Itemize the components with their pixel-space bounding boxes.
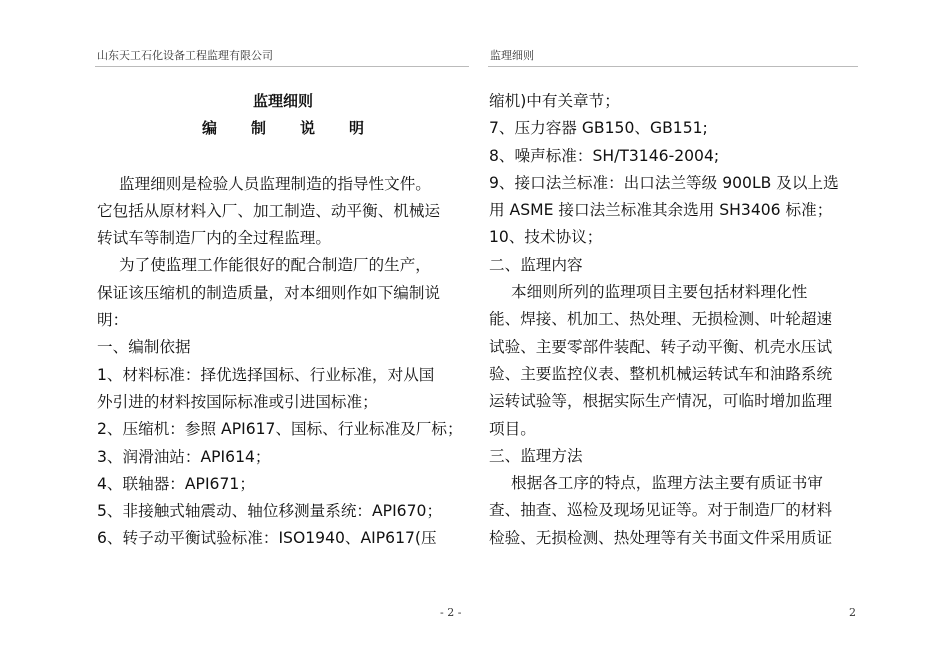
- page-number-centered: - 2 -: [440, 606, 462, 619]
- paragraph-line: 转试车等制造厂内的全过程监理。: [97, 229, 331, 248]
- paragraph-line: 试验、主要零部件装配、转子动平衡、机壳水压试: [489, 337, 833, 356]
- subtitle-char: 制: [250, 119, 266, 138]
- page-subtitle: [97, 115, 469, 142]
- list-item: 9、接口法兰标准：出口法兰等级 900LB 及以上选: [489, 173, 839, 192]
- section-heading: 一、编制依据: [97, 338, 191, 357]
- list-item: 3、润滑油站：API614；: [97, 447, 271, 466]
- list-item: 5、非接触式轴震动、轴位移测量系统：API670；: [97, 502, 443, 521]
- paragraph-line: 根据各工序的特点，监理方法主要有质证书审: [511, 474, 823, 493]
- subtitle-char: 明: [349, 119, 365, 138]
- section-heading: 二、监理内容: [489, 255, 583, 274]
- left-column: [97, 88, 469, 553]
- paragraph-line: 运转试验等，根据实际生产情况，可临时增加监理: [489, 392, 833, 411]
- page-number-corner: 2: [849, 606, 856, 619]
- paragraph-line: 检验、无损检测、热处理等有关书面文件采用质证: [489, 528, 833, 547]
- header-rule-left: [95, 66, 469, 67]
- paragraph-line: 查、抽查、巡检及现场见证等。对于制造厂的材料: [489, 501, 833, 520]
- paragraph-line: 能、焊接、机加工、热处理、无损检测、叶轮超速: [489, 310, 833, 329]
- paragraph-line: 本细则所列的监理项目主要包括材料理化性: [511, 283, 808, 302]
- list-item: 8、噪声标准：SH/T3146-2004;: [489, 146, 720, 165]
- list-item: 10、技术协议；: [489, 228, 603, 247]
- subtitle-char: 编: [201, 119, 217, 138]
- header-rule-right: [488, 66, 858, 67]
- paragraph-line: 它包括从原材料入厂、加工制造、动平衡、机械运: [97, 201, 441, 220]
- list-item: 2、压缩机：参照 API617、国标、行业标准及厂标；: [97, 420, 463, 439]
- header-company-name: 山东天工石化设备工程监理有限公司: [97, 49, 273, 62]
- paragraph-line: 项目。: [489, 419, 536, 438]
- spacer: [97, 143, 469, 171]
- list-item-continuation: 用 ASME 接口法兰标准其余选用 SH3406 标准；: [489, 201, 833, 220]
- subtitle-char: 说: [300, 119, 316, 138]
- list-item: 6、转子动平衡试验标准：ISO1940、AIP617(压: [97, 529, 437, 548]
- list-item: 7、压力容器 GB150、GB151;: [489, 119, 708, 138]
- page-title: 监理细则: [252, 92, 313, 110]
- paragraph-line: 监理细则是检验人员监理制造的指导性文件。: [119, 174, 431, 193]
- list-item: 4、联轴器：API671；: [97, 474, 255, 493]
- list-item-continuation: 缩机)中有关章节；: [489, 92, 620, 110]
- section-heading: 三、监理方法: [489, 446, 583, 465]
- paragraph-line: 验、主要监控仪表、整机机械运转试车和油路系统: [489, 364, 833, 383]
- paragraph-line: 明：: [97, 311, 129, 330]
- list-item: 1、材料标准：择优选择国标、行业标准，对从国: [97, 365, 435, 384]
- paragraph-line: 为了使监理工作能很好的配合制造厂的生产，: [119, 256, 431, 275]
- header-document-title: 监理细则: [490, 49, 534, 62]
- right-column: [489, 88, 859, 552]
- list-item-continuation: 外引进的材料按国际标准或引进国标准；: [97, 392, 378, 411]
- paragraph-line: 保证该压缩机的制造质量，对本细则作如下编制说: [97, 283, 441, 302]
